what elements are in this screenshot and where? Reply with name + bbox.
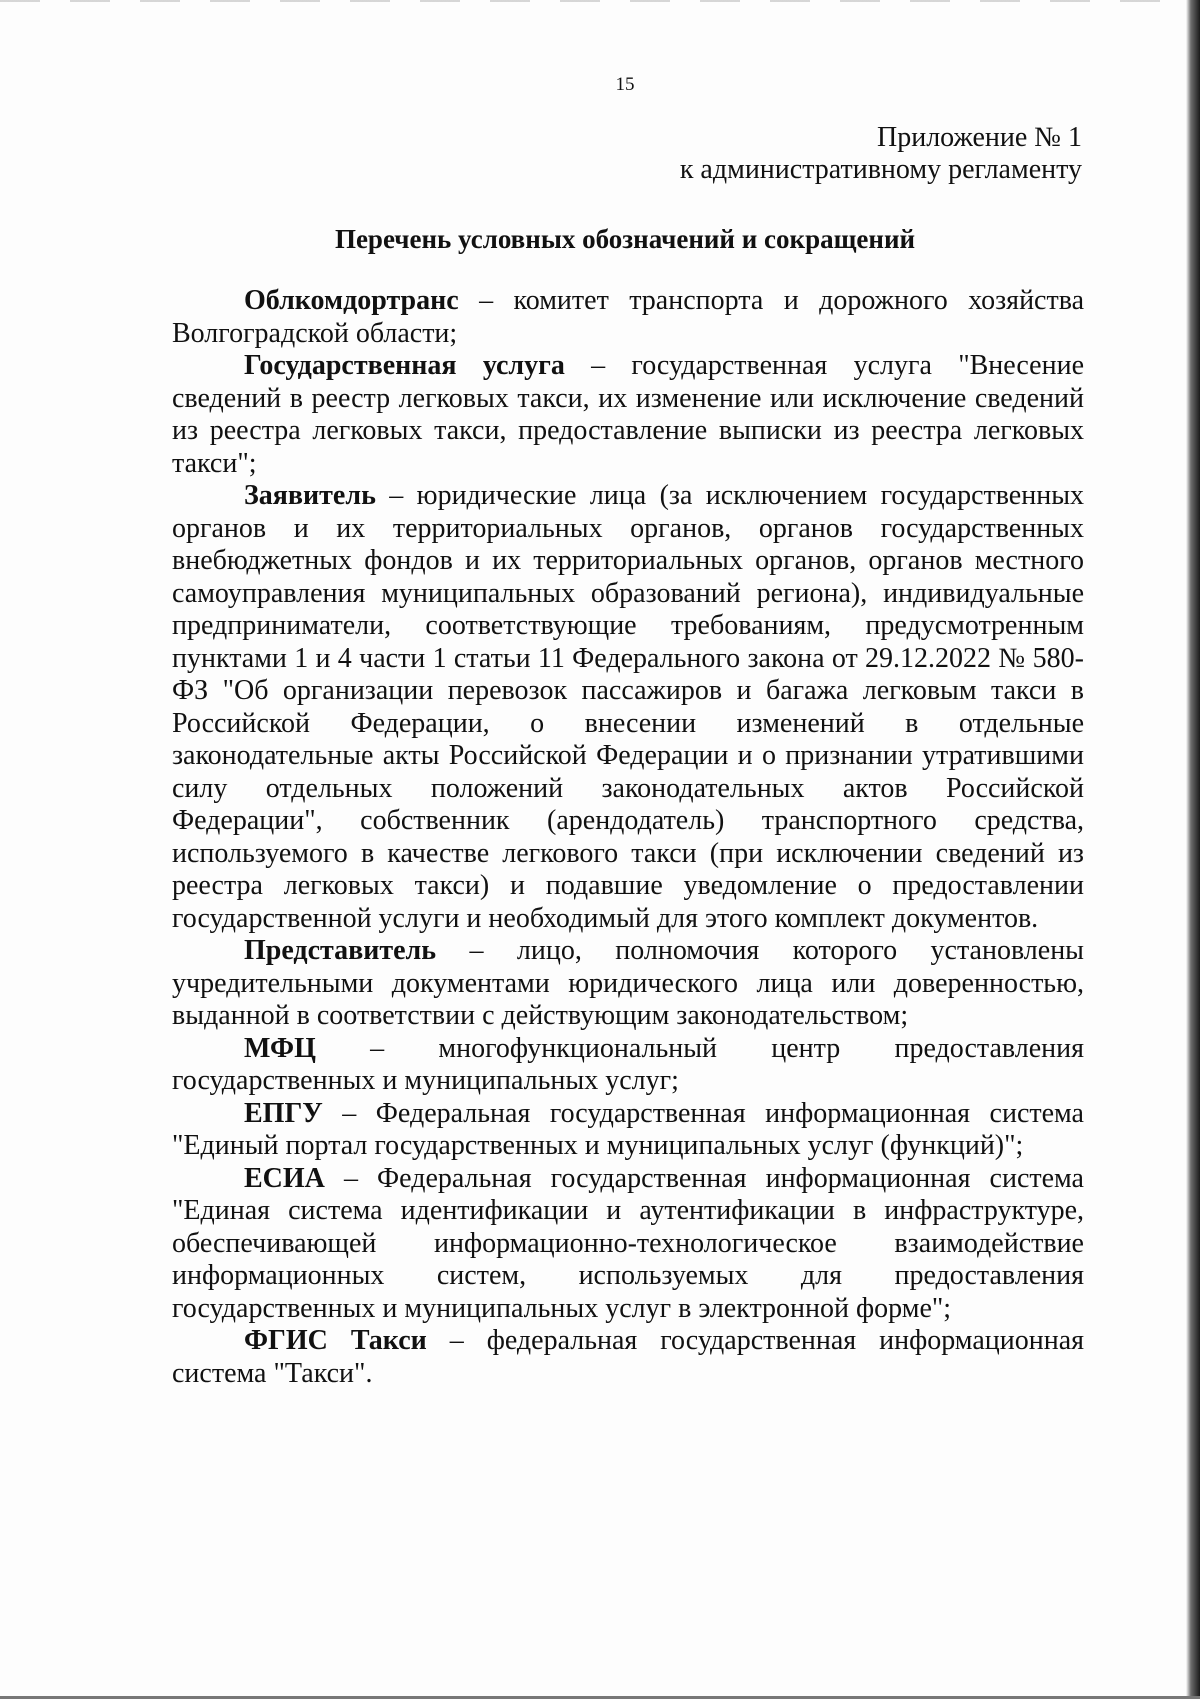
definition-text: – государственная услуга "Внесение сведений в реестр легковых такси, их изменение или исключение сведений из реестра легковых такси, предоставление выписки из реестра легковых такси";	[172, 350, 1085, 479]
definition-paragraph	[172, 1163, 1084, 1326]
definition-term: ФГИС Такси	[244, 1325, 427, 1356]
definition-term: ЕПГУ	[244, 1097, 323, 1129]
appendix-line-1: Приложение № 1	[877, 122, 1082, 153]
definition-term: ЕСИА	[244, 1162, 325, 1194]
definition-paragraph	[172, 1098, 1084, 1163]
appendix-header	[680, 122, 1082, 186]
definition-paragraph	[172, 480, 1084, 935]
document-title: Перечень условных обозначений и сокращений	[334, 224, 916, 254]
definition-text: – федеральная государственная информационная система "Такси".	[172, 1325, 1084, 1389]
definition-paragraph	[172, 285, 1084, 350]
definition-text: – Федеральная государственная информационная система "Единый портал государственных и муниципальных услуг (функций)";	[172, 1097, 1084, 1161]
appendix-line-2: к административному регламенту	[679, 154, 1082, 185]
definition-term: Государственная услуга	[244, 350, 565, 381]
definition-term: МФЦ	[244, 1032, 316, 1064]
definition-paragraph	[172, 935, 1084, 1033]
scan-top-edge	[0, 0, 1200, 2]
definition-text: – многофункциональный центр предоставления государственных и муниципальных услуг;	[172, 1032, 1084, 1096]
definition-paragraph	[172, 1033, 1084, 1098]
definition-paragraph	[172, 1325, 1084, 1390]
definition-text: – юридические лица (за исключением государственных органов и их территориальных органов, органов государственных внебюджетных фондов и их территориальных органов, органов местного самоуправления муниципальных образований региона), индивидуальные предприниматели, соответствующие требованиям, предусмотренным пунктами 1 и 4 части 1 статьи 11 Федерального закона от 29.12.2022 № 580-ФЗ "Об организации перевозок пассажиров и багажа легковым такси в Российской Федерации, о внесении изменений в отдельные законодательные акты Российской Федерации и о признании утратившими силу отдельных положений законодательных актов Российской Федерации", собственник (арендодатель) транспортного средства, используемого в качестве легкового такси (при исключении сведений из реестра легковых такси) и подавшие уведомление о предоставлении государственной услуги и необходимый для этого комплект документов.	[172, 480, 1084, 934]
definitions-list	[172, 285, 1084, 1390]
definition-text: – комитет транспорта и дорожного хозяйства Волгоградской области;	[172, 285, 1084, 349]
definition-text: – Федеральная государственная информационная система "Единая система идентификации и аутентификации в инфраструктуре, обеспечивающей информационно-технологическое взаимодействие информационных систем, используемых для предоставления государственных и муниципальных услуг в электронной форме";	[172, 1162, 1084, 1324]
definition-term: Облкомдортранс	[244, 285, 459, 316]
definition-text: – лицо, полномочия которого установлены учредительными документами юридического лица или доверенностью, выданной в соответствии с действующим законодательством;	[172, 935, 1084, 1031]
page-number: 15	[615, 74, 635, 95]
definition-term: Представитель	[244, 935, 437, 966]
definition-term: Заявитель	[244, 480, 376, 511]
definition-paragraph	[172, 350, 1084, 480]
